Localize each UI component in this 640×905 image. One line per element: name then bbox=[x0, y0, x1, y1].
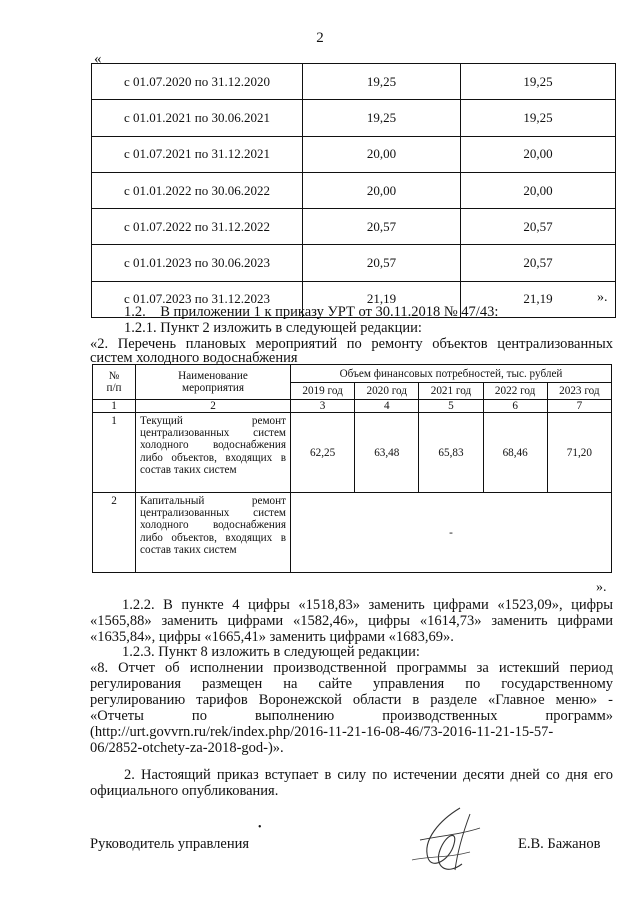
closing-quote-1: ». bbox=[597, 290, 608, 305]
opening-quote: « bbox=[94, 51, 102, 67]
table-row bbox=[93, 493, 612, 573]
paragraph-8-line4: «Отчеты по выполнению производственных программ» bbox=[90, 708, 613, 724]
period-cell: с 01.01.2023 по 30.06.2023 bbox=[92, 245, 303, 281]
header-year: 2023 год bbox=[547, 383, 611, 400]
plan-table bbox=[92, 364, 612, 573]
paragraph-8-line1: «8. Отчет об исполнении производственной программы за истекший период bbox=[90, 660, 613, 676]
value-cell: 20,00 bbox=[303, 136, 461, 172]
row-name: Текущий ремонт централизованных систем холодного водоснабжения либо объектов, входящих в состав таких систем bbox=[136, 413, 291, 493]
page-number: 2 bbox=[316, 30, 324, 46]
paragraph-1-2-2-line1: 1.2.2. В пункте 4 цифры «1518,83» заменить цифрами «1523,09», цифры bbox=[122, 597, 613, 613]
table-row bbox=[92, 100, 616, 136]
signer-title: Руководитель управления bbox=[90, 836, 250, 852]
signer-name: Е.В. Бажанов bbox=[518, 836, 601, 852]
row-num: 2 bbox=[93, 493, 136, 573]
value-cell: 20,57 bbox=[303, 245, 461, 281]
table-row bbox=[92, 64, 616, 100]
handwritten-signature bbox=[400, 800, 495, 880]
paragraph-1-2-2-line2: «1565,88» заменить цифрами «1582,46», цифры «1614,73» заменить цифрами bbox=[90, 613, 613, 629]
row-value: 65,83 bbox=[419, 413, 483, 493]
row-value: 71,20 bbox=[547, 413, 611, 493]
table-row bbox=[92, 209, 616, 245]
table-row bbox=[92, 136, 616, 172]
value-cell: 19,25 bbox=[461, 100, 616, 136]
paragraph-8-line2: регулирования размещен на сайте управления по государственному bbox=[90, 676, 613, 692]
row-value: 62,25 bbox=[291, 413, 355, 493]
col-number: 7 bbox=[547, 400, 611, 413]
row-merged-value: - bbox=[291, 493, 612, 573]
paragraph-1-2-2-line3: «1635,84», цифры «1665,41» заменить цифрами «1683,69». bbox=[90, 629, 454, 645]
period-cell: с 01.07.2022 по 31.12.2022 bbox=[92, 209, 303, 245]
table-row bbox=[93, 413, 612, 493]
col-number: 6 bbox=[483, 400, 547, 413]
paragraph-2-final-line1: 2. Настоящий приказ вступает в силу по истечении десяти дней со дня его bbox=[124, 767, 613, 783]
paragraph-1-2-1: 1.2.1. Пункт 2 изложить в следующей редакции: bbox=[124, 320, 422, 336]
paragraph-1-2-3: 1.2.3. Пункт 8 изложить в следующей редакции: bbox=[122, 644, 420, 660]
row-num: 1 bbox=[93, 413, 136, 493]
period-cell: с 01.01.2021 по 30.06.2021 bbox=[92, 100, 303, 136]
paragraph-2-line2: систем холодного водоснабжения bbox=[90, 350, 298, 366]
header-year: 2021 год bbox=[419, 383, 483, 400]
paragraph-2-line1: «2. Перечень плановых мероприятий по ремонту объектов централизованных bbox=[90, 336, 613, 352]
row-name: Капитальный ремонт централизованных систем холодного водоснабжения либо объектов, входящих в состав таких систем bbox=[136, 493, 291, 573]
value-cell: 20,00 bbox=[461, 136, 616, 172]
period-cell: с 01.07.2020 по 31.12.2020 bbox=[92, 64, 303, 100]
paragraph-8-line3: регулированию тарифов Воронежской области в разделе «Главное меню» - bbox=[90, 692, 613, 708]
table-row bbox=[92, 172, 616, 208]
value-cell: 21,19 bbox=[461, 281, 616, 317]
col-number: 5 bbox=[419, 400, 483, 413]
header-year: 2019 год bbox=[291, 383, 355, 400]
value-cell: 21,19 bbox=[303, 281, 461, 317]
paragraph-8-line5: (http://urt.govvrn.ru/rek/index.php/2016-11-21-16-08-46/73-2016-11-21-15-57- bbox=[90, 724, 554, 740]
paragraph-2-final-line2: официального опубликования. bbox=[90, 783, 279, 799]
period-cell: с 01.07.2021 по 31.12.2021 bbox=[92, 136, 303, 172]
value-cell: 20,57 bbox=[461, 209, 616, 245]
header-volume: Объем финансовых потребностей, тыс. рублей bbox=[291, 365, 612, 383]
header-year: 2022 год bbox=[483, 383, 547, 400]
rates-table bbox=[91, 63, 616, 318]
row-value: 63,48 bbox=[355, 413, 419, 493]
header-year: 2020 год bbox=[355, 383, 419, 400]
col-number: 1 bbox=[93, 400, 136, 413]
value-cell: 20,57 bbox=[461, 245, 616, 281]
period-cell: с 01.01.2022 по 30.06.2022 bbox=[92, 172, 303, 208]
col-number: 4 bbox=[355, 400, 419, 413]
header-num: № п/п bbox=[93, 365, 136, 400]
row-value: 68,46 bbox=[483, 413, 547, 493]
value-cell: 20,57 bbox=[303, 209, 461, 245]
mark-dot: • bbox=[258, 822, 262, 833]
value-cell: 20,00 bbox=[461, 172, 616, 208]
closing-quote-2: ». bbox=[596, 580, 607, 595]
value-cell: 19,25 bbox=[303, 64, 461, 100]
value-cell: 20,00 bbox=[303, 172, 461, 208]
col-number: 3 bbox=[291, 400, 355, 413]
value-cell: 19,25 bbox=[461, 64, 616, 100]
period-cell: с 01.07.2023 по 31.12.2023 bbox=[92, 281, 303, 317]
paragraph-8-line6: 06/2852-otchety-za-2018-god-)». bbox=[90, 740, 284, 756]
value-cell: 19,25 bbox=[303, 100, 461, 136]
table-row bbox=[92, 245, 616, 281]
col-number: 2 bbox=[136, 400, 291, 413]
paragraph-1-2: 1.2. В приложении 1 к приказу УРТ от 30.11.2018 № 47/43: bbox=[124, 304, 499, 320]
header-name: Наименование мероприятия bbox=[136, 365, 291, 400]
